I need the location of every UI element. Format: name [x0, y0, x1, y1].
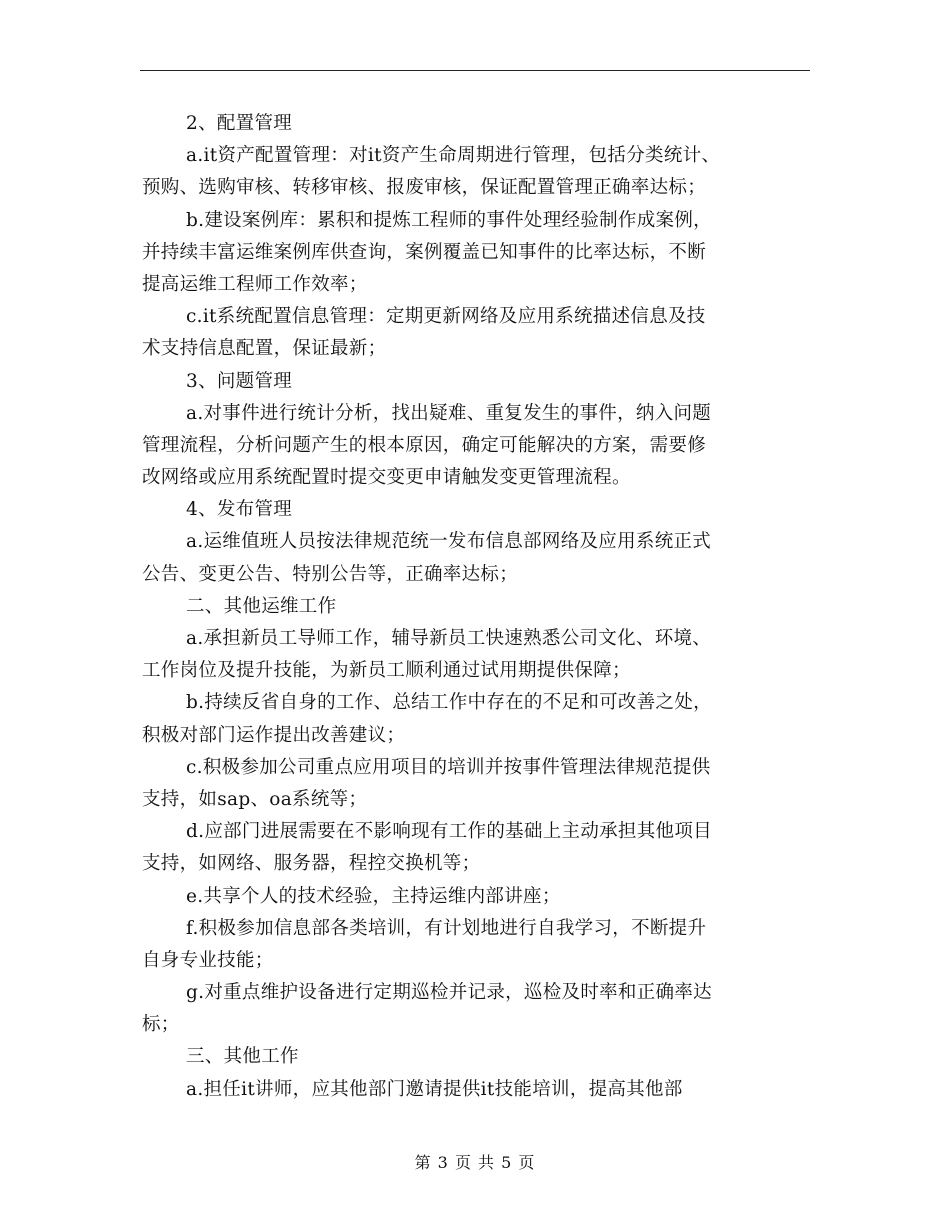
text-line: 工作岗位及提升技能，为新员工顺利通过试用期提供保障；	[142, 660, 631, 682]
text-line: 提高运维工程师工作效率；	[142, 273, 368, 295]
text-line: 三、其他工作	[186, 1046, 299, 1068]
text-line: 改网络或应用系统配置时提交变更申请触发变更管理流程。	[142, 467, 631, 489]
text-line: c.it系统配置信息管理：定期更新网络及应用系统描述信息及技	[186, 306, 706, 328]
text-line: 自身专业技能；	[142, 949, 274, 971]
text-line: b.持续反省自身的工作、总结工作中存在的不足和可改善之处，	[186, 692, 712, 714]
text-line: 积极对部门运作提出改善建议；	[142, 724, 406, 746]
document-body	[142, 108, 822, 1106]
page-number: 第 3 页 共 5 页	[414, 1153, 536, 1172]
text-line: e.共享个人的技术经验，主持运维内部讲座；	[186, 885, 561, 907]
text-line: 支持，如网络、服务器，程控交换机等；	[142, 853, 481, 875]
header-rule	[140, 70, 810, 71]
text-line: c.积极参加公司重点应用项目的培训并按事件管理法律规范提供	[186, 756, 711, 778]
text-line: a.承担新员工导师工作，辅导新员工快速熟悉公司文化、环境、	[186, 628, 712, 649]
text-line: 术支持信息配置，保证最新；	[142, 338, 387, 360]
text-line: a.担任it讲师，应其他部门邀请提供it技能培训，提高其他部	[186, 1078, 683, 1100]
text-line: a.对事件进行统计分析，找出疑难、重复发生的事件，纳入问题	[186, 402, 712, 424]
text-line: a.运维值班人员按法律规范统一发布信息部网络及应用系统正式	[186, 531, 712, 553]
text-line: 二、其他运维工作	[186, 595, 337, 617]
text-line: g.对重点维护设备进行定期巡检并记录，巡检及时率和正确率达	[186, 982, 712, 1004]
text-line: 标；	[142, 1014, 180, 1036]
text-line: 并持续丰富运维案例库供查询，案例覆盖已知事件的比率达标，不断	[142, 241, 707, 263]
text-line: a.it资产配置管理：对it资产生命周期进行管理，包括分类统计、	[186, 145, 721, 167]
text-line: 管理流程，分析问题产生的根本原因，确定可能解决的方案，需要修	[142, 434, 707, 456]
text-line: 4、发布管理	[186, 499, 293, 521]
text-line: 3、问题管理	[186, 370, 293, 392]
text-line: 公告、变更公告、特别公告等，正确率达标；	[142, 563, 519, 585]
text-line: d.应部门进展需要在不影响现有工作的基础上主动承担其他项目	[186, 821, 712, 843]
text-line: b.建设案例库：累积和提炼工程师的事件处理经验制作成案例，	[186, 209, 712, 231]
text-line: 预购、选购审核、转移审核、报废审核，保证配置管理正确率达标；	[142, 177, 707, 199]
text-line: 支持，如sap、oa系统等；	[142, 788, 368, 810]
text-line: 2、配置管理	[186, 113, 293, 134]
text-line: f.积极参加信息部各类培训，有计划地进行自我学习，不断提升	[186, 917, 707, 939]
